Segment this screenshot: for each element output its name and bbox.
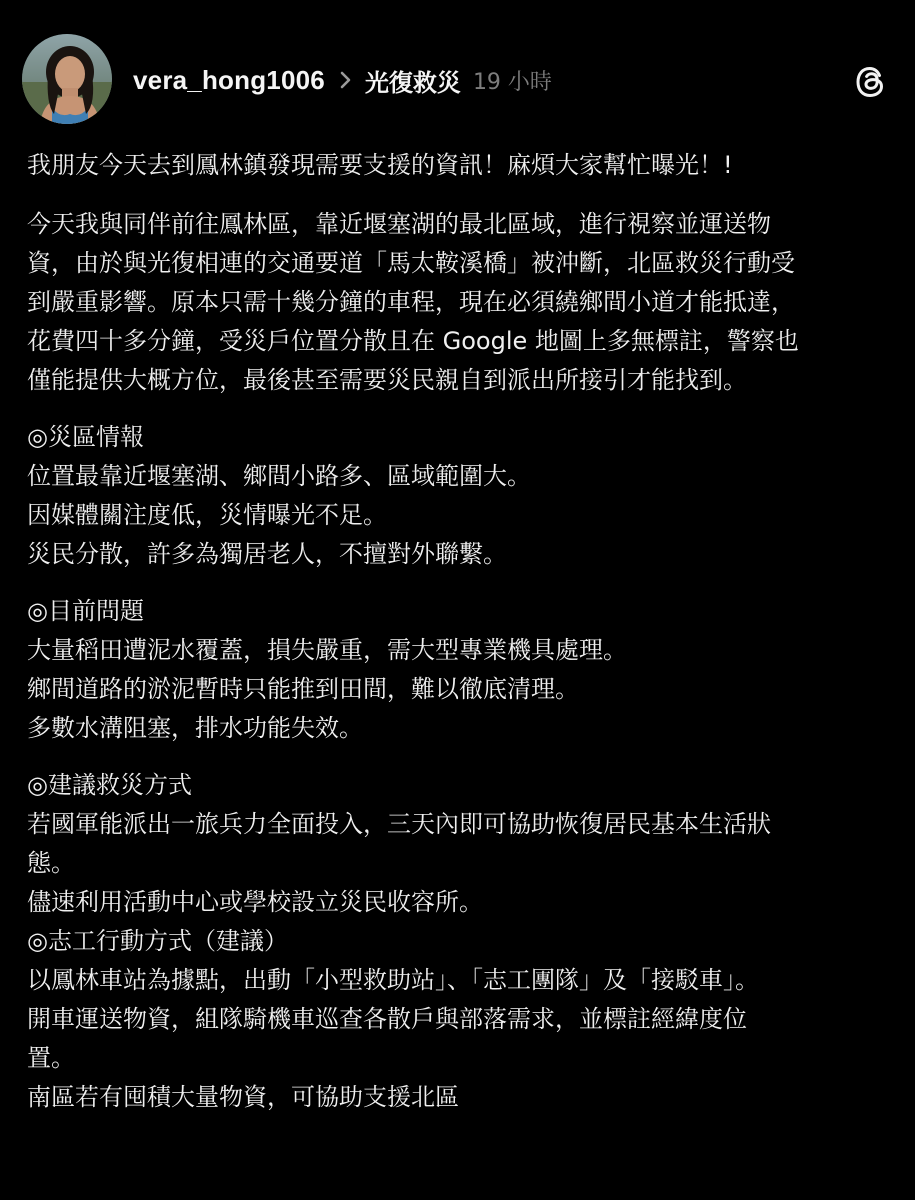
section-line: 位置最靠近堰塞湖、鄉間小路多、區域範圍大。 [27, 462, 531, 490]
section-heading-disaster-info: ◎災區情報 [27, 423, 144, 451]
intro-text: 我朋友今天去到鳳林鎮發現需要支援的資訊！麻煩大家幫忙曝光！! [27, 151, 733, 179]
section-line: 因媒體關注度低，災情曝光不足。 [27, 501, 387, 529]
topic-tag[interactable]: 光復救災 [364, 68, 461, 97]
section-line: 儘速利用活動中心或學校設立災民收容所。 [27, 888, 483, 916]
story-line: 僅能提供大概方位，最後甚至需要災民親自到派出所接引才能找到。 [27, 366, 747, 394]
section-line: 態。 [27, 849, 75, 877]
story-line: 到嚴重影響。原本只需十幾分鐘的車程，現在必須繞鄉間小道才能抵達， [27, 288, 795, 316]
section-heading-current-issues: ◎目前問題 [27, 597, 144, 625]
section-line: 鄉間道路的淤泥暫時只能推到田間，難以徹底清理。 [27, 675, 579, 703]
avatar[interactable] [22, 34, 112, 124]
story-line: 資，由於與光復相連的交通要道「馬太鞍溪橋」被沖斷，北區救災行動受 [27, 249, 795, 277]
section-heading-volunteer-actions: ◎志工行動方式（建議） [27, 927, 288, 955]
post-meta [133, 58, 552, 102]
section-line: 置。 [27, 1044, 75, 1072]
timestamp: 19 小時 [472, 69, 552, 95]
username[interactable]: vera_hong1006 [133, 64, 325, 95]
section-line: 南區若有囤積大量物資，可協助支援北區 [27, 1083, 459, 1111]
story-line: 今天我與同伴前往鳳林區，靠近堰塞湖的最北區域，進行視察並運送物 [27, 210, 771, 238]
section-line: 若國軍能派出一旅兵力全面投入，三天內即可協助恢復居民基本生活狀 [27, 810, 771, 838]
post-body [27, 146, 895, 1117]
section-line: 開車運送物資，組隊騎機車巡查各散戶與部落需求，並標註經緯度位 [27, 1005, 747, 1033]
story-line: 花費四十多分鐘，受災戶位置分散且在 Google 地圖上多無標註，警察也 [27, 327, 799, 355]
threads-logo-icon[interactable] [852, 63, 890, 101]
section-heading-suggested-relief: ◎建議救災方式 [27, 771, 192, 799]
post-header [0, 0, 915, 150]
section-line: 以鳳林車站為據點，出動「小型救助站」、「志工團隊」及「接駁車」。 [27, 966, 759, 994]
chevron-right-icon [339, 70, 353, 90]
section-line: 多數水溝阻塞，排水功能失效。 [27, 714, 363, 742]
section-line: 災民分散，許多為獨居老人，不擅對外聯繫。 [27, 540, 507, 568]
section-line: 大量稻田遭泥水覆蓋，損失嚴重，需大型專業機具處理。 [27, 636, 627, 664]
